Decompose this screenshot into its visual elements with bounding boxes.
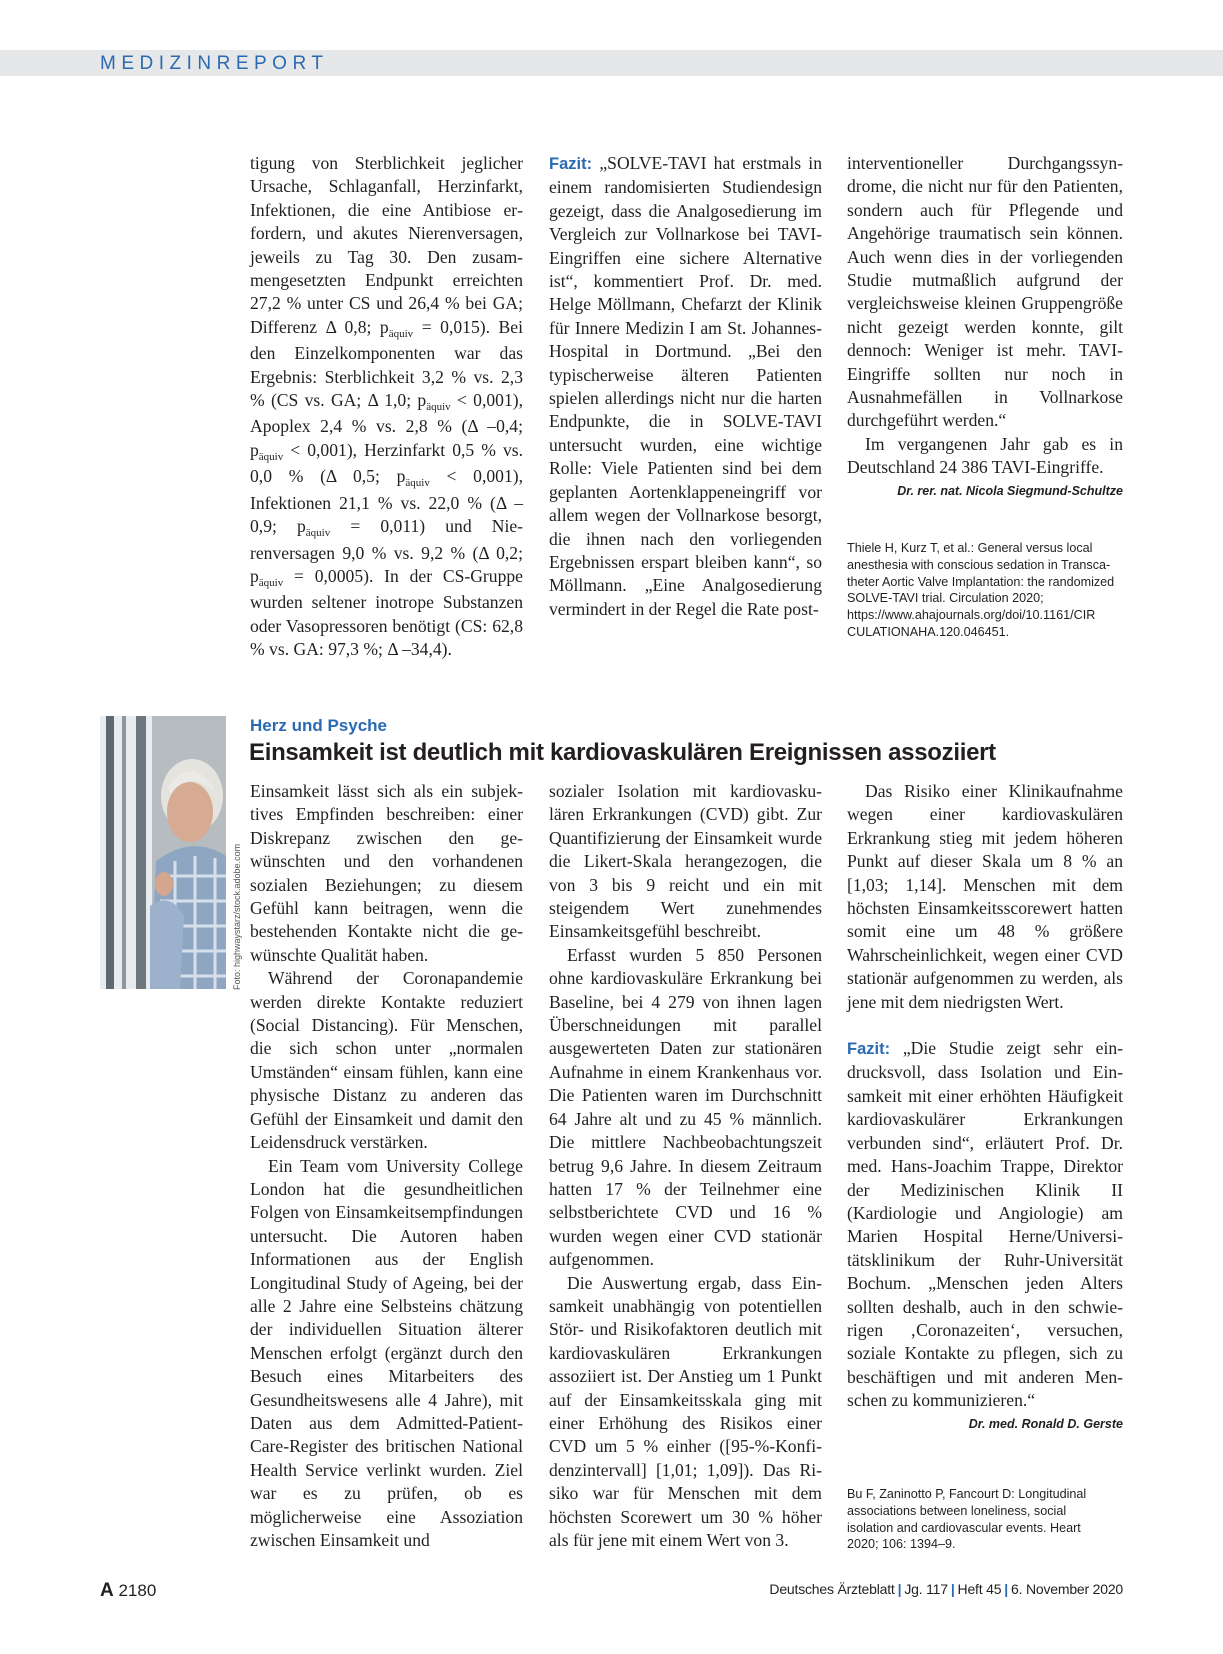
article2-col1-para-3: Ein Team vom University College London hat die gesundheitlichen Folgen von Einsamkeitsempfindungen untersucht. Die Autoren haben Informationen aus der English Longitudinal Study of Ageing, bei der alle 2 Jahre eine Selbsteins chätzung der individuellen Situation älterer Menschen erfolgt (ergänzt durch den Besuch eines Mitarbeiters des Gesundheitswesens alle 4 Jahre), mit Daten aus dem Admitted-Patient-Care-Register des britischen National Health Service verlinkt wurden. Ziel war es zu prüfen, ob es möglicherweise eine Assoziation zwischen Einsamkeit und [250,1155,523,1550]
article1-column-3 [847,152,1123,503]
article2-col2-para-3: Die Auswertung ergab, dass Einsamkeit unabhängig von potentiellen Stör- und Risikofaktoren deutlich mit kardiovaskulären Erkrankungen assoziiert ist. Der Anstieg um 1 Punkt auf der Einsamkeitsskala ging mit einer Erhöhung des Risikos einer CVD um 5 % einher ([95-%-Konfidenzintervall] [1,01; 1,09]). Das Risiko war für Menschen mit dem höchsten Scorewert um 30 % höher als für jene mit einem Wert von 3. [549,1272,822,1550]
article1-author: Dr. rer. nat. Nicola Siegmund-Schultze [897,483,1123,498]
article2-column-3 [847,780,1123,1436]
article1-column-2 [549,152,822,621]
article2-col2-para-1: sozialer Isolation mit kardiovaskulären Erkrankungen (CVD) gibt. Zur Quantifizierung der Einsamkeit wurde die Likert-Skala herangezogen, die von 3 bis 9 reicht und ein mit steigendem Wert zunehmendes Einsamkeitsgefühl beschreibt. [549,781,822,942]
article2-col2-para-2: Erfasst wurden 5 850 Personen ohne kardiovaskuläre Erkrankung bei Baseline, bei 4 279 von ihnen lagen Überschneidungen mit parallel ausgewerteten Daten zur stationären Aufnahme in einem Krankenhaus vor. Die Patienten waren im Durchschnitt 64 Jahre alt und zu 45 % männlich. Die mittlere Nachbeobachtungszeit betrug 9,6 Jahre. In diesem Zeitraum hatten 17 % der Teilnehmer eine selbstberichtete CVD und 16 % wurden wegen einer CVD stationär aufgenommen. [549,944,822,1270]
article2-headline: Einsamkeit ist deutlich mit kardiovaskulären Ereignissen assoziiert [249,739,996,766]
article2-kicker: Herz und Psyche [250,716,387,735]
article2-fazit: Fazit: „Die Studie zeigt sehr eindrucksvoll, dass Isolation und Einsamkeit mit einer erhöhten Häufigkeit kardiovaskulärer Erkrankungen verbunden sind“, erläutert Prof. Dr. med. Hans-Joachim Trappe, Direktor der Medizinischen Klinik II (Kardiologie und Angiologie) am Marien Hospital Herne/Universitätsklinikum der Ruhr-Universität Bochum. „Menschen jeden Alters sollten deshalb, auch in den schwierigen ‚Coronazeiten‘, versuchen, soziale Kontakte zu pflegen, sich zu beschäftigen und mit anderen Menschen zu kommunizieren.“ [847,1038,1123,1411]
article1-fazit: Fazit: „SOLVE-TAVI hat erstmals in einem randomisierten Studiendesign gezeigt, dass die Analgosedierung im Vergleich zur Vollnarkose bei TAVI-Eingriffen eine sichere Alternative ist“, kommentiert Prof. Dr. med. Helge Möllmann, Chefarzt der Klinik für Innere Medizin I am St. Johannes-Hospital in Dortmund. „Bei den typischerweise älteren Patienten spielen allerdings nicht nur die harten Endpunkte, die in SOLVE-TAVI untersucht wurden, eine wichtige Rolle: Viele Patienten sind bei dem geplanten Aortenklappeneingriff vor allem wegen der Vollnarkose besorgt, die ihnen nach den vorliegenden Ergebnissen erspart bleiben kann“, so Möllmann. „Eine Analgosedierung vermindert in der Regel die Rate post- [549,153,822,619]
journal-info: Deutsches Ärzteblatt | Jg. 117 | Heft 45 | 6. November 2020 [769,1581,1123,1597]
article2-col1-para-1: Einsamkeit lässt sich als ein subjektives Empfinden beschreiben: einer Diskrepanz zwischen den gewünschten und den vorhandenen sozialen Beziehungen; zu diesem Gefühl kann beitragen, wenn die bestehenden Kontakte nicht die gewünschte Qualität haben. [250,781,523,965]
page-number: A 2180 [100,1580,157,1601]
article2-col3-para-1: Das Risiko einer Klinikaufnahme wegen einer kardiovaskulären Erkrankung stieg mit jedem höheren Punkt auf dieser Skala um 8 % an [1,03; 1,14]. Menschen mit dem höchsten Einsamkeitsscorewert hatten somit eine um 48 % größere Wahrscheinlichkeit, wegen einer CVD stationär aufgenommen zu werden, als jene mit dem niedrigsten Wert. [847,781,1123,1012]
article1-col3-para-2: Im vergangenen Jahr gab es in Deutschland 24 386 TAVI-Eingriffe. Dr. rer. nat. Nicola Siegmund-Schultze [847,433,1123,480]
article1-reference: Thiele H, Kurz T, et al.: General versus local anesthesia with conscious sedation in Transcatheter Aortic Valve Implantation: the randomized SOLVE-TAVI trial. Circulation 2020; https://www.ahajournals.org/doi/10.1161/CIR CULATIONAHA.120.046451. [847,541,1115,639]
article2-author: Dr. med. Ronald D. Gerste [968,1416,1123,1431]
article1-column-1 [250,152,523,662]
article2-column-2 [549,780,822,1552]
article2-reference: Bu F, Zaninotto P, Fancourt D: Longitudinal associations between loneliness, social isolation and cardiovascular events. Heart 2020; 106: 1394–9. [847,1487,1087,1552]
section-label: MEDIZINREPORT [100,53,329,74]
photo-credit: Foto: highwaystarz/stock.adobe.com [232,843,242,990]
lonely-woman-photo [100,716,226,989]
article2-column-1 [250,780,523,1552]
article1-col3-para-1: interventioneller Durchgangssyndrome, die nicht nur für den Patienten, sondern auch für Pflegende und Angehörige traumatisch sein können. Auch wenn dies in der vorliegenden Studie mutmaßlich aufgrund der vergleichsweise kleinen Gruppengröße nicht gezeigt werden konnte, gilt dennoch: Weniger ist mehr. TAVI-Eingriffe sollten nur noch in Ausnahmefällen in Vollnarkose durchgeführt werden.“ [847,153,1123,431]
article1-col1-text: tigung von Sterblichkeit jeglicher Ursache, Schlaganfall, Herzinfarkt, Infektionen, die eine Antibiose erfordern, und akutes Nierenversagen, jeweils zu Tag 30. Den zusammengesetzten Endpunkt erreichten 27,2 % unter CS und 26,4 % bei GA; Differenz Δ 0,8; $p_{äquiv} = 0,015$). Bei den Einzelkomponenten war das Ergebnis: Sterblichkeit 3,2 % vs. 2,3 % (CS vs. GA; Δ 1,0; $p_{äquiv} < 0,001$), Apoplex 2,4 % vs. 2,8 % (Δ –0,4; $p_{äquiv} < 0,001$), Herzinfarkt 0,5 % vs. 0,0 % (Δ 0,5; $p_{äquiv} < 0,001$), Infektionen 21,1 % vs. 22,0 % (Δ –0,9; $p_{äquiv} = 0,011$) und Nierenversagen 9,0 % vs. 9,2 % (Δ 0,2; $p_{äquiv} = 0,0005$). In der CS-Gruppe wurden seltener inotrope Substanzen oder Vasopressoren benötigt (CS: 62,8 % vs. GA: 97,3 %; Δ –34,4). [250,153,524,660]
article2-col1-para-2: Während der Coronapandemie werden direkte Kontakte reduziert (Social Distancing). Für Menschen, die sich schon unter „normalen Umständen“ einsam fühlen, kann eine physische Distanz zu anderen das Gefühl der Einsamkeit und damit den Leidensdruck verstärken. [250,968,523,1153]
fazit-label: Fazit: [847,1040,891,1059]
fazit-label: Fazit: [549,155,593,173]
